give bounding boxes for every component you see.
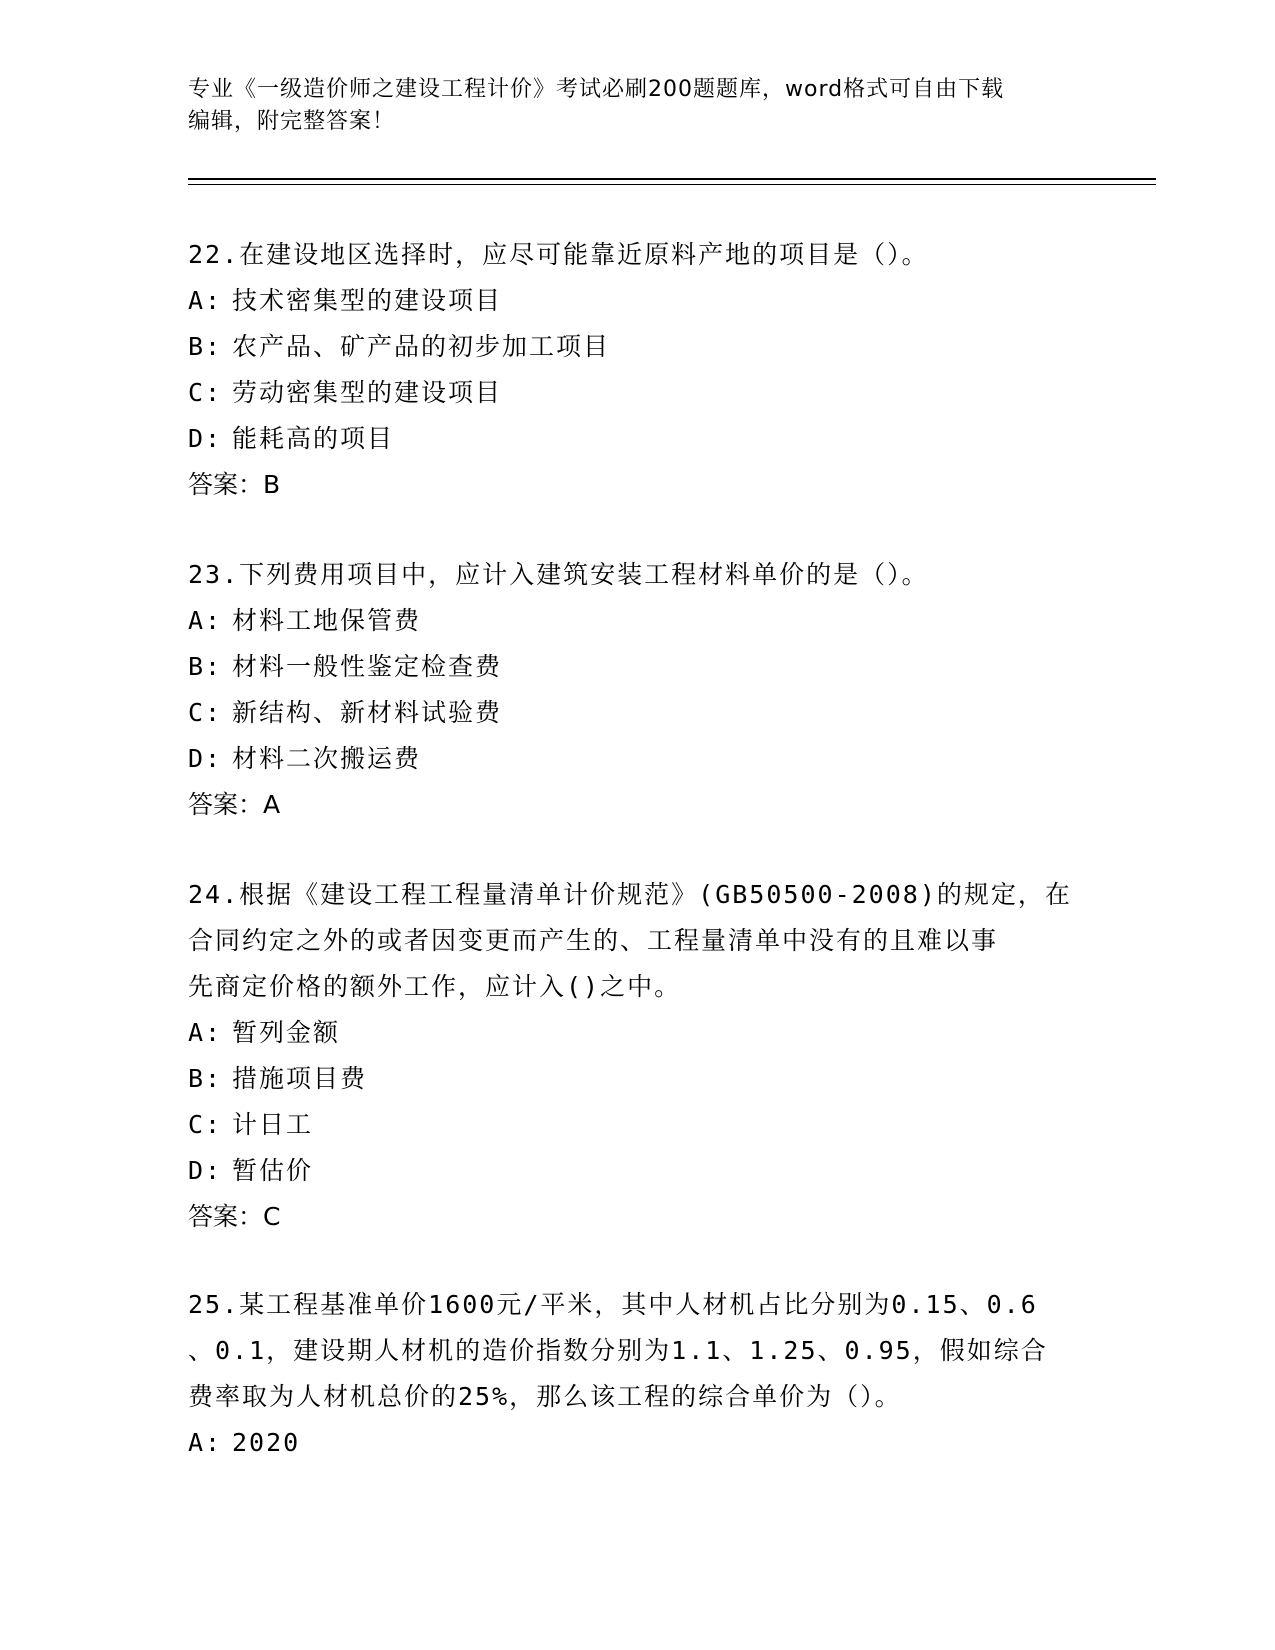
option-text: 材料工地保管费 (232, 606, 422, 635)
header-line-1: 专业《一级造价师之建设工程计价》考试必刷200题题库，word格式可自由下载 (188, 77, 1005, 102)
option-text: 劳动密集型的建设项目 (232, 378, 503, 407)
question-stem-line: 费率取为人材机总价的25%，那么该工程的综合单价为（）。 (188, 1382, 902, 1411)
question-stem: 23.下列费用项目中，应计入建筑安装工程材料单价的是（）。 (188, 560, 929, 589)
option-d (188, 1148, 1078, 1194)
question-25 (188, 1282, 1078, 1466)
option-a (188, 1420, 1078, 1466)
option-d (188, 416, 1078, 462)
question-stem: 22.在建设地区选择时，应尽可能靠近原料产地的项目是（）。 (188, 240, 929, 269)
answer: 答案：A (188, 790, 281, 819)
question-23 (188, 552, 1078, 828)
option-letter: D: (188, 1156, 223, 1185)
option-letter: B: (188, 332, 223, 361)
question-stem-line: 24.根据《建设工程工程量清单计价规范》(GB50500-2008)的规定，在 (188, 880, 1072, 909)
header-divider-thick (188, 178, 1156, 180)
option-letter: C: (188, 378, 223, 407)
option-a (188, 1010, 1078, 1056)
option-text: 暂列金额 (232, 1018, 341, 1047)
option-text: 计日工 (232, 1110, 314, 1139)
option-b (188, 644, 1078, 690)
option-letter: C: (188, 1110, 223, 1139)
option-text: 技术密集型的建设项目 (232, 286, 503, 315)
option-a (188, 278, 1078, 324)
option-text: 能耗高的项目 (232, 424, 395, 453)
question-stem-line: 合同约定之外的或者因变更而产生的、工程量清单中没有的且难以事 (188, 926, 999, 955)
option-letter: A: (188, 606, 223, 635)
option-letter: B: (188, 652, 223, 681)
option-b (188, 1056, 1078, 1102)
option-letter: A: (188, 286, 223, 315)
option-text: 材料一般性鉴定检查费 (232, 652, 503, 681)
option-d (188, 736, 1078, 782)
option-c (188, 690, 1078, 736)
answer: 答案：C (188, 1202, 281, 1231)
option-text: 措施项目费 (232, 1064, 368, 1093)
option-text: 新结构、新材料试验费 (232, 698, 503, 727)
question-stem-line: 先商定价格的额外工作，应计入()之中。 (188, 972, 682, 1001)
header-divider-thin (188, 184, 1156, 185)
option-letter: D: (188, 424, 223, 453)
option-text: 农产品、矿产品的初步加工项目 (232, 332, 611, 361)
question-24 (188, 872, 1078, 1240)
option-letter: B: (188, 1064, 223, 1093)
question-22 (188, 232, 1078, 508)
question-stem-line: 25.某工程基准单价1600元/平米，其中人材机占比分别为0.15、0.6 (188, 1290, 1038, 1319)
option-text: 2020 (232, 1428, 301, 1457)
option-c (188, 370, 1078, 416)
option-text: 暂估价 (232, 1156, 314, 1185)
option-letter: D: (188, 744, 223, 773)
option-letter: A: (188, 1018, 223, 1047)
option-letter: C: (188, 698, 223, 727)
option-c (188, 1102, 1078, 1148)
option-b (188, 324, 1078, 370)
answer: 答案：B (188, 470, 281, 499)
header-line-2: 编辑，附完整答案！ (188, 109, 396, 134)
option-a (188, 598, 1078, 644)
question-stem-line: 、0.1，建设期人材机的造价指数分别为1.1、1.25、0.95，假如综合 (188, 1336, 1048, 1365)
option-letter: A: (188, 1428, 223, 1457)
option-text: 材料二次搬运费 (232, 744, 422, 773)
document-header (188, 74, 1068, 138)
